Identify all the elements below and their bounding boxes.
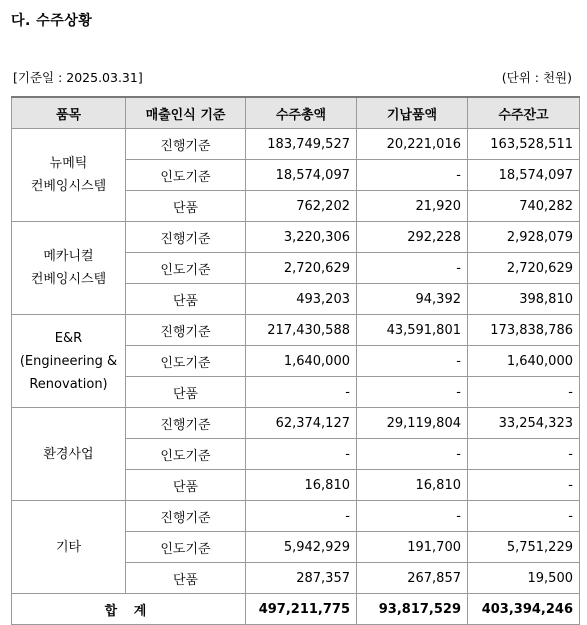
backlog-cell: 173,838,786 — [468, 315, 580, 346]
delivered-cell: 43,591,801 — [357, 315, 468, 346]
delivered-cell: 16,810 — [357, 470, 468, 501]
backlog-cell: 740,282 — [468, 191, 580, 222]
backlog-cell: - — [468, 501, 580, 532]
basis-cell: 단품 — [126, 563, 246, 594]
item-name-line: 메카니컬 — [43, 249, 94, 264]
delivered-cell: 94,392 — [357, 284, 468, 315]
total-label: 합 계 — [12, 594, 246, 625]
item-name-line: E&R — [54, 330, 83, 346]
table-body — [12, 129, 580, 625]
total-order-cell: 497,211,775 — [246, 594, 357, 625]
table-row — [12, 129, 580, 160]
backlog-cell: 398,810 — [468, 284, 580, 315]
header-backlog: 수주잔고 — [468, 97, 580, 129]
delivered-cell: 21,920 — [357, 191, 468, 222]
backlog-cell: 2,720,629 — [468, 253, 580, 284]
basis-cell: 인도기준 — [126, 253, 246, 284]
reference-date: [기준일 : 2025.03.31] — [13, 70, 143, 85]
backlog-cell: - — [468, 377, 580, 408]
total-backlog-cell: 403,394,246 — [468, 594, 580, 625]
item-name-cell — [12, 222, 126, 315]
delivered-cell: 267,857 — [357, 563, 468, 594]
item-name-line: Renovation) — [29, 376, 108, 392]
item-name-cell — [12, 315, 126, 408]
table-row — [12, 222, 580, 253]
item-name-line: 컨베잉시스템 — [30, 272, 107, 287]
item-name-line: (Engineering & — [19, 353, 118, 369]
delivered-cell: 292,228 — [357, 222, 468, 253]
section-title: 다. 수주상황 — [11, 13, 93, 29]
basis-cell: 인도기준 — [126, 439, 246, 470]
basis-cell: 진행기준 — [126, 501, 246, 532]
unit-label: (단위 : 천원) — [501, 70, 572, 85]
delivered-cell: - — [357, 253, 468, 284]
backlog-cell: 1,640,000 — [468, 346, 580, 377]
header-delivered: 기납품액 — [357, 97, 468, 129]
order-total-cell: - — [246, 501, 357, 532]
backlog-cell: 33,254,323 — [468, 408, 580, 439]
order-total-cell: 5,942,929 — [246, 532, 357, 563]
table-row — [12, 501, 580, 532]
delivered-cell: - — [357, 501, 468, 532]
basis-cell: 단품 — [126, 470, 246, 501]
table-row — [12, 408, 580, 439]
header-row — [12, 97, 580, 129]
item-name-line: 컨베잉시스템 — [30, 179, 107, 194]
order-total-cell: 1,640,000 — [246, 346, 357, 377]
order-total-cell: 18,574,097 — [246, 160, 357, 191]
delivered-cell: 20,221,016 — [357, 129, 468, 160]
basis-cell: 인도기준 — [126, 160, 246, 191]
backlog-cell: 19,500 — [468, 563, 580, 594]
item-name-cell — [12, 501, 126, 594]
order-total-cell: 2,720,629 — [246, 253, 357, 284]
item-name-line: 기타 — [55, 539, 82, 555]
delivered-cell: - — [357, 377, 468, 408]
order-total-cell: 217,430,588 — [246, 315, 357, 346]
order-total-cell: 287,357 — [246, 563, 357, 594]
delivered-cell: 29,119,804 — [357, 408, 468, 439]
delivered-cell: - — [357, 439, 468, 470]
item-name-cell — [12, 129, 126, 222]
order-total-cell: 493,203 — [246, 284, 357, 315]
order-total-cell: 762,202 — [246, 191, 357, 222]
header-order-total: 수주총액 — [246, 97, 357, 129]
backlog-cell: - — [468, 439, 580, 470]
backlog-cell: 2,928,079 — [468, 222, 580, 253]
total-delivered-cell: 93,817,529 — [357, 594, 468, 625]
total-row — [12, 594, 580, 625]
backlog-cell: 163,528,511 — [468, 129, 580, 160]
backlog-cell: 18,574,097 — [468, 160, 580, 191]
item-name-line: 환경사업 — [43, 446, 94, 462]
header-item: 품목 — [12, 97, 126, 129]
delivered-cell: - — [357, 160, 468, 191]
delivered-cell: - — [357, 346, 468, 377]
order-total-cell: 183,749,527 — [246, 129, 357, 160]
item-name-line: 뉴메틱 — [49, 156, 88, 171]
basis-cell: 단품 — [126, 284, 246, 315]
basis-cell: 인도기준 — [126, 532, 246, 563]
delivered-cell: 191,700 — [357, 532, 468, 563]
order-total-cell: 62,374,127 — [246, 408, 357, 439]
basis-cell: 진행기준 — [126, 222, 246, 253]
backlog-cell: - — [468, 470, 580, 501]
order-total-cell: - — [246, 377, 357, 408]
backlog-cell: 5,751,229 — [468, 532, 580, 563]
order-status-table — [11, 96, 580, 625]
basis-cell: 인도기준 — [126, 346, 246, 377]
table-row — [12, 315, 580, 346]
order-total-cell: 16,810 — [246, 470, 357, 501]
order-total-cell: - — [246, 439, 357, 470]
basis-cell: 진행기준 — [126, 408, 246, 439]
order-total-cell: 3,220,306 — [246, 222, 357, 253]
basis-cell: 진행기준 — [126, 129, 246, 160]
item-name-cell — [12, 408, 126, 501]
basis-cell: 진행기준 — [126, 315, 246, 346]
basis-cell: 단품 — [126, 191, 246, 222]
header-basis: 매출인식 기준 — [126, 97, 246, 129]
basis-cell: 단품 — [126, 377, 246, 408]
